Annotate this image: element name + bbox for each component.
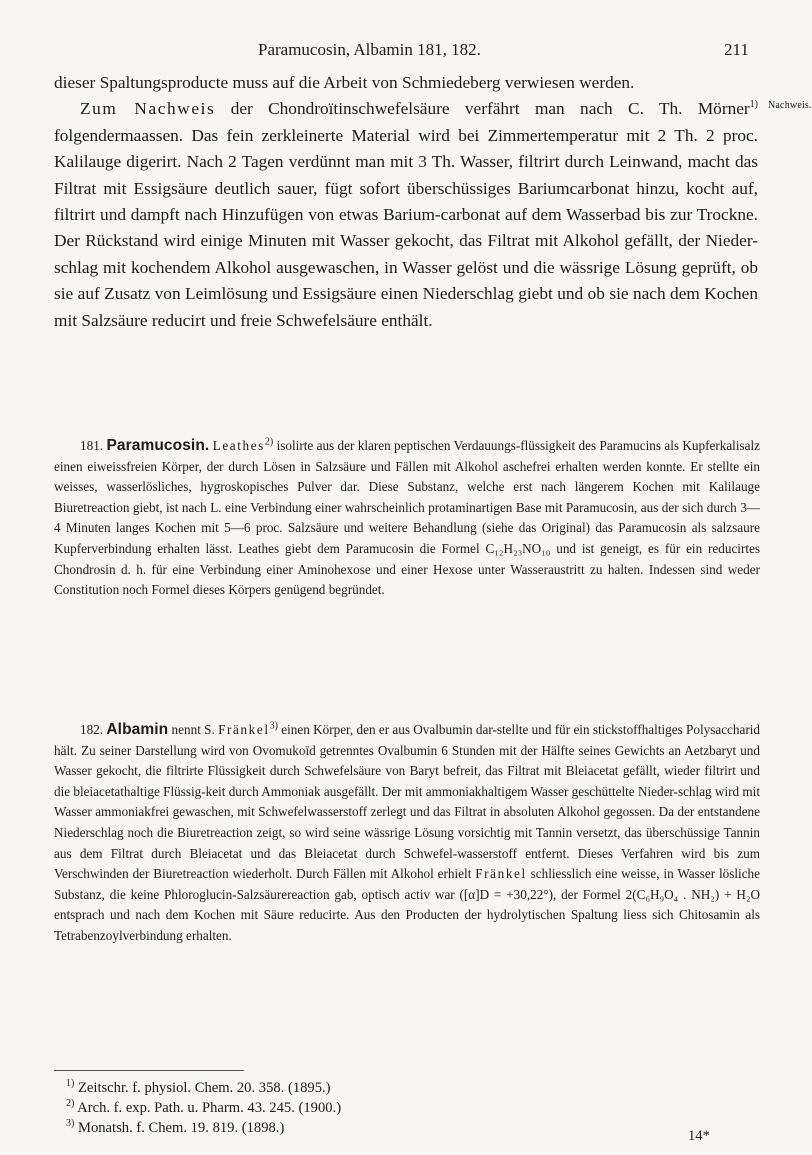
section-182-author: Fränkel xyxy=(218,722,270,737)
paragraph-1: dieser Spaltungsproducte muss auf die Arbeit von Schmiedeberg verwiesen werden. xyxy=(54,73,635,92)
section-182-heading: Albamin xyxy=(106,721,169,738)
section-182-text: einen Körper, den er aus Ovalbumin dar-stellte und für ein stickstoffhaltiges Polysaccharid hält. Zu seiner Darstellung wird von Ovomukoïd getrenntes Ovalbumin 6 Stunden mit der Hälfte seines Gewichts an Aetzbaryt und Wasser gekocht, die filtrirte Flüssigkeit durch Schwefelsäure von Baryt befreit, das Filtrat mit Bleiacetat gefällt, wieder filtrirt und die bleiacetathaltige Flüssig-keit durch Ammoniak ausgefällt. Der mit ammoniakhaltigem Wasser geschüttelte Nieder-schlag wird mit Wasser ammoniakfrei gewaschen, mit Schwefelwasserstoff zerlegt und das Filtrat in absoluten Alkohol gegossen. Da der entstandene Niederschlag noch die Biuretreaction zeigt, so wird seine wässrige Lösung vorsichtig mit Tannin versetzt, das überschüssige Tannin aus dem Filtrat durch Bleiacetat und das Bleiacetat durch Schwefel-wasserstoff entfernt. Dieses Verfahren wird bis zum Verschwinden der Biuretreaction wiederholt. Durch Fällen mit Alkohol erhielt xyxy=(54,722,761,882)
footnote-3-mark: 3) xyxy=(66,1118,75,1130)
margin-note: Nachweis. xyxy=(768,100,812,111)
nachweis-lead: Zum Nachweis xyxy=(80,99,216,119)
page-number: 211 xyxy=(724,40,749,59)
section-182-text-2: schliesslich eine weisse, in Wasser lösliche Substanz, die keine Phloroglucin-Salzsäurereaction gab, optisch activ war ([α]D = +30,22°), der Formel 2(C₆H₉O₄ . NH₂) + H₂O entsprach und nach dem Kochen mit Säure reducirte. Aus den Producten der hydrolytischen Spaltung liess sich Chitosamin als Tetrabenzoylverbindung erhalten. xyxy=(54,866,760,943)
section-181-text: isolirte aus der klaren peptischen Verdauungs-flüssigkeit des Paramucins als Kupferkalisalz einen eiweissfreien Körper, der durch Lösen in Salzsäure und Fällen mit Alkohol aschefrei erhalten werden konnte. Er stellte ein weisses, wasserlösliches, hygroskopisches Pulver dar. Diese Substanz, welche erst nach längerem Kochen mit Kalilauge Biuretreaction giebt, ist nach L. eine Verbindung einer wahrscheinlich protaminartigen Base mit Paramucosin, aus der sich durch 3—4 Minuten langes Kochen mit 5—6 proc. Salzsäure und weitere Behandlung (siehe das Original) das Paramucosin als salzsaure Kupferverbindung erhalten lässt. Leathes giebt dem Paramucosin die Formel C₁₂H₂₃NO₁₀ und ist geneigt, es für ein reducirtes Chondrosin d. h. für eine Verbindung einer Aminohexose und einer Hexose unter Wasseraustritt zu halten. Indessen sind weder Constitution noch Formel dieses Körpers genügend begründet. xyxy=(54,438,761,598)
section-181 xyxy=(54,436,760,601)
footnote-ref-1: 1) xyxy=(749,99,758,111)
footnote-1-mark: 1) xyxy=(66,1078,75,1090)
section-181-heading: Paramucosin. xyxy=(106,437,210,454)
footnote-1 xyxy=(66,1078,331,1098)
section-182-author-2: Fränkel xyxy=(475,866,527,882)
section-181-number: 181. xyxy=(80,438,104,453)
section-182 xyxy=(54,720,760,947)
footnote-rule xyxy=(54,1070,244,1071)
signature-mark: 14* xyxy=(688,1128,710,1144)
section-182-pre: nennt S. xyxy=(168,722,219,737)
footnote-ref-2: 2) xyxy=(264,436,274,448)
footnote-2-text: Arch. f. exp. Path. u. Pharm. 43. 245. (1900.) xyxy=(74,1100,342,1116)
footnote-2-mark: 2) xyxy=(66,1098,75,1110)
main-text xyxy=(54,70,758,334)
footnote-ref-3: 3) xyxy=(269,720,278,732)
paragraph-2-text-b: folgendermaassen. Das fein zerkleinerte Material wird bei Zimmertemperatur mit 2 Th. 2 proc. Kalilauge digerirt. Nach 2 Tagen verdünnt man mit 3 Th. Wasser, filtrirt durch Leinwand, macht das Filtrat mit Essigsäure deutlich sauer, fügt sofort überschüssiges Bariumcarbonat hinzu, kocht auf, filtrirt und dampft nach Hinzufügen von etwas Barium-carbonat auf dem Wasserbad bis zur Trockne. Der Rückstand wird einige Minuten mit Wasser gekocht, das Filtrat mit Alkohol gefällt, der Nieder-schlag mit kochendem Alkohol ausgewaschen, in Wasser gelöst und die wässrige Lösung geprüft, ob sie auf Zusatz von Leimlösung und Essigsäure einen Niederschlag giebt und ob sie nach dem Kochen mit Salzsäure reducirt und freie Schwefelsäure enthält. xyxy=(54,125,758,330)
footnote-2 xyxy=(66,1098,341,1118)
section-181-author: Leathes xyxy=(212,438,265,453)
footnote-3-text: Monatsh. f. Chem. 19. 819. (1898.) xyxy=(74,1120,285,1136)
section-182-number: 182. xyxy=(80,722,104,737)
running-header-title: Paramucosin, Albamin 181, 182. xyxy=(258,40,481,59)
paragraph-2-text-a: der Chondroïtinschwefelsäure verfährt man nach C. Th. Mörner xyxy=(215,99,750,119)
footnote-3 xyxy=(66,1118,284,1138)
footnote-1-text: Zeitschr. f. physiol. Chem. 20. 358. (1895.) xyxy=(74,1080,331,1096)
paragraph-2 xyxy=(54,96,758,334)
